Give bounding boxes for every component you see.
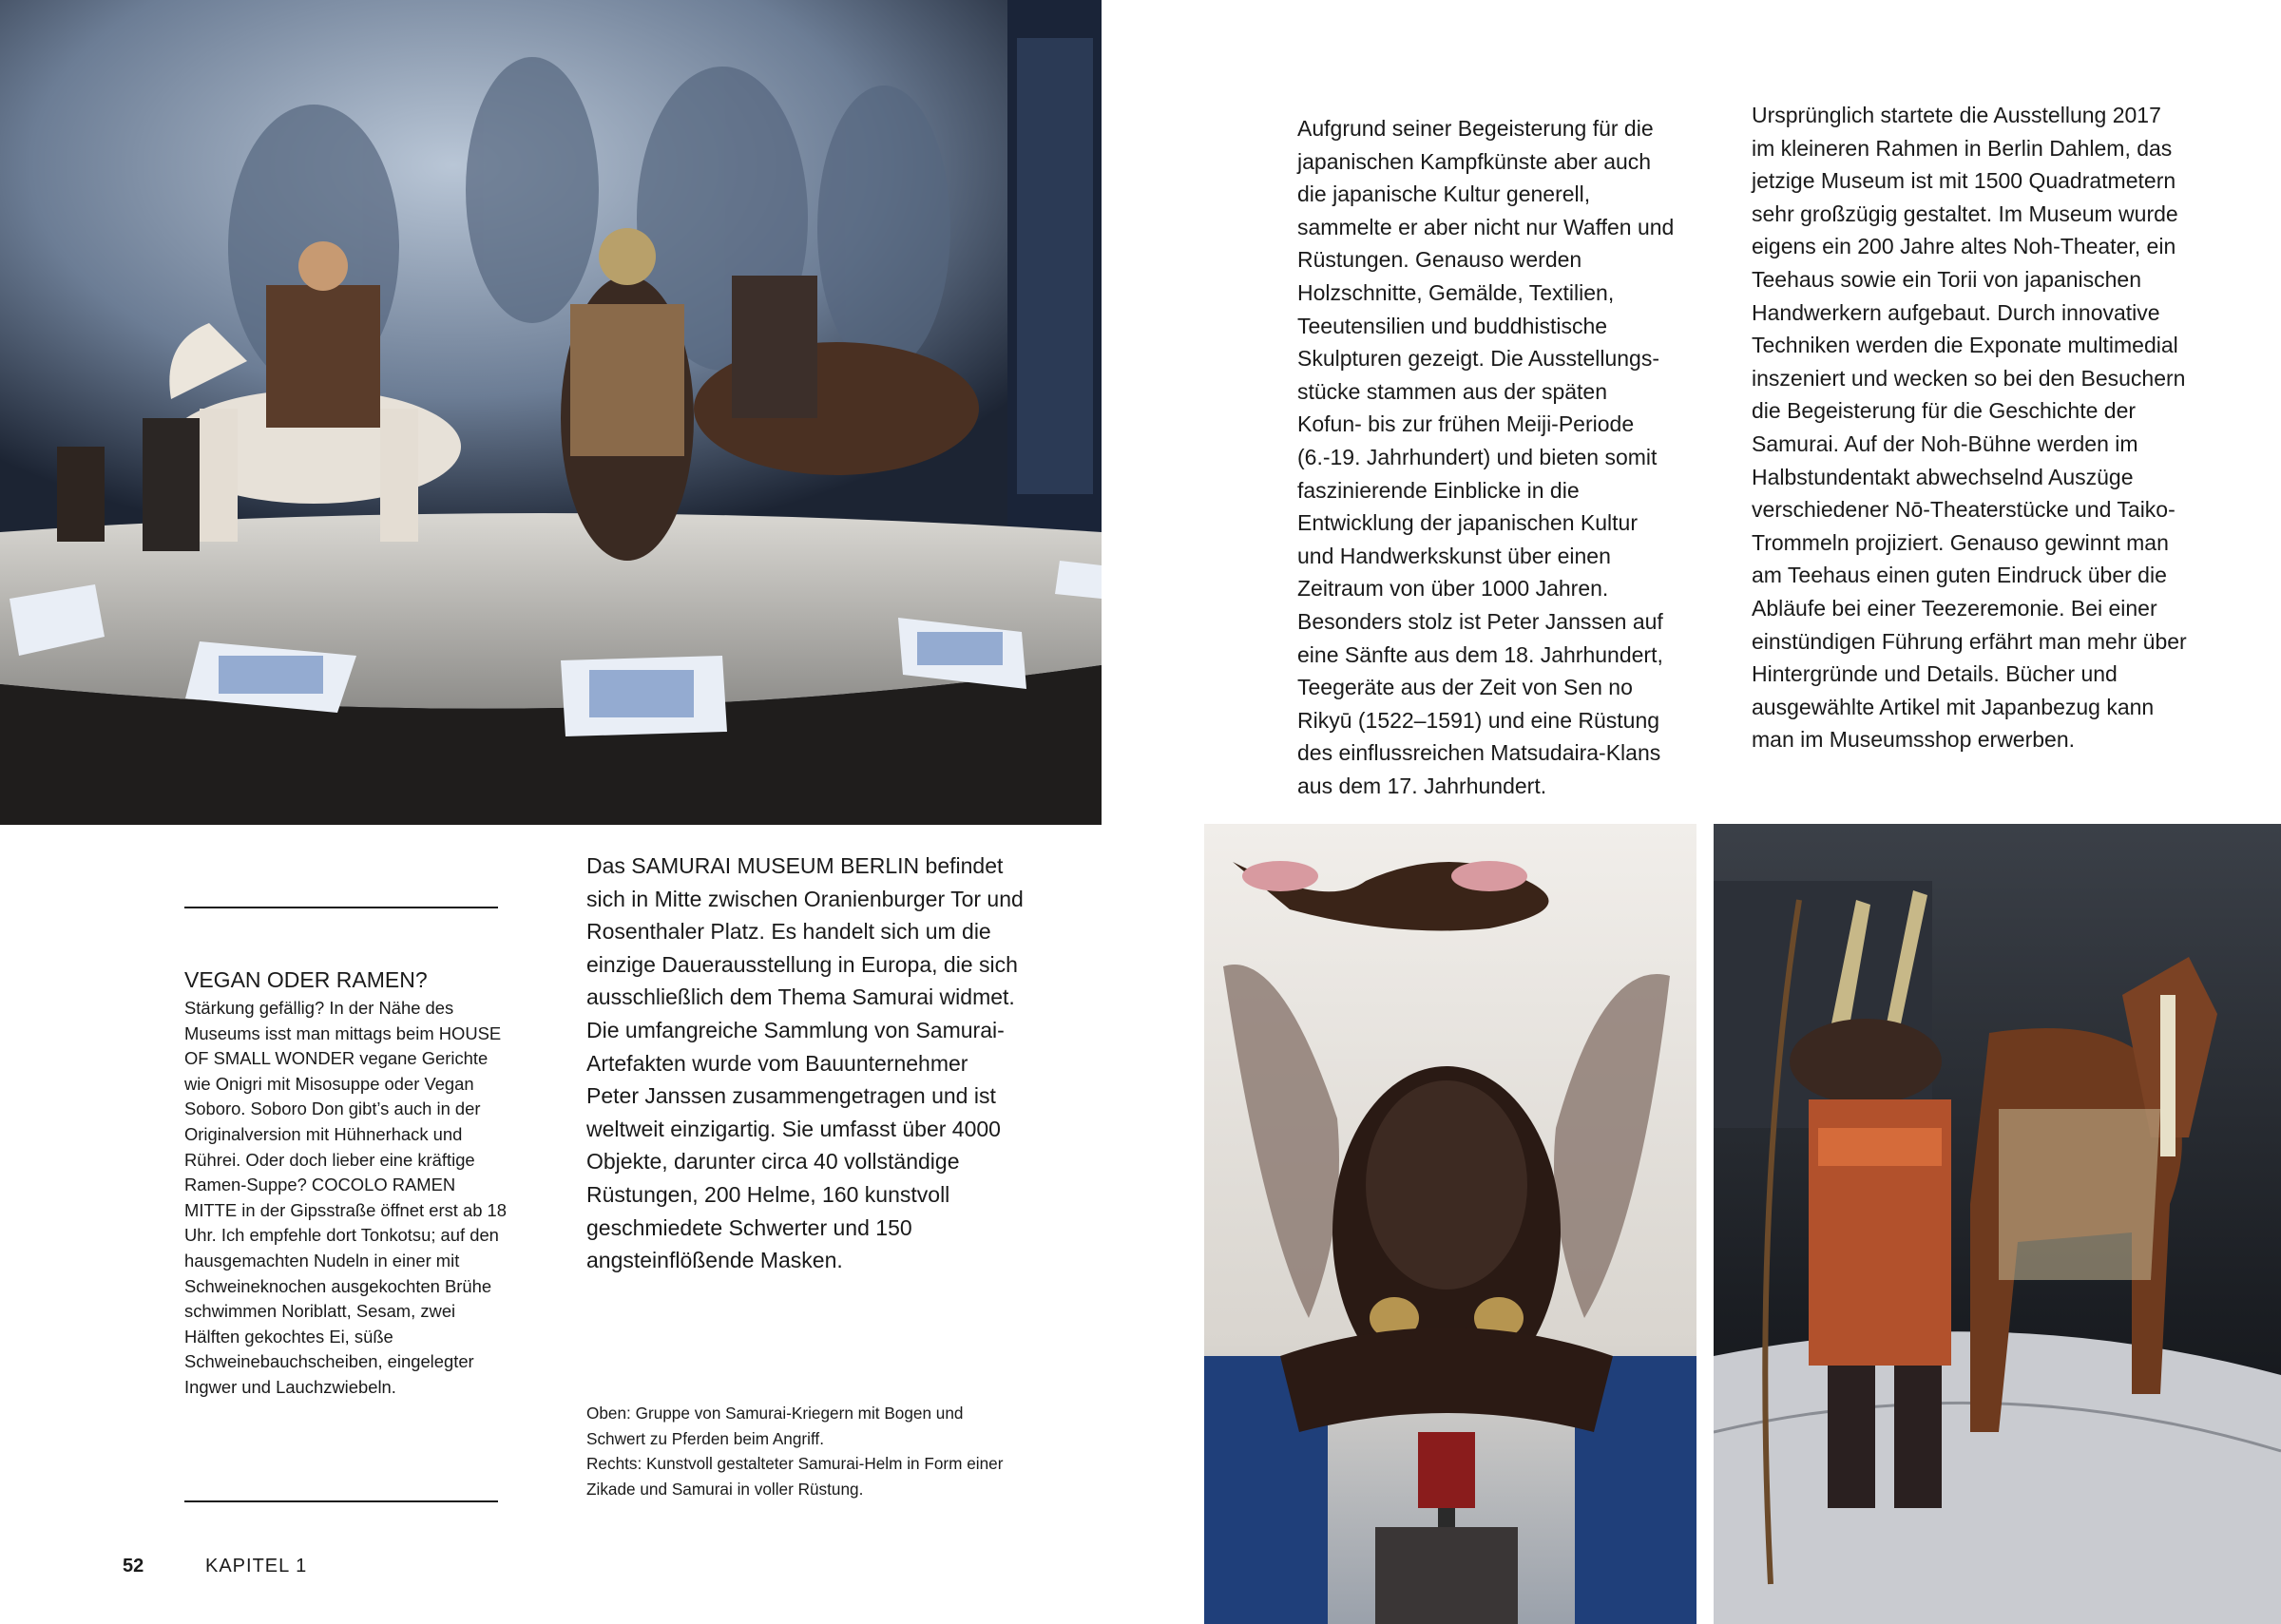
sidebar-box	[184, 965, 508, 1401]
chapter-label: KAPITEL 1	[205, 1556, 308, 1576]
caption-line-right: Rechts: Kunstvoll gestalteter Samurai-Helm in Form einer Zikade und Samurai in voller Rüstung.	[586, 1454, 1004, 1499]
sidebar-title: VEGAN ODER RAMEN?	[184, 967, 428, 992]
sidebar-top-rule	[184, 907, 498, 908]
photo-samurai-horse	[1714, 824, 2281, 1624]
photo-samurai-riders	[0, 0, 1102, 825]
body-text-column-main: Das SAMURAI MUSEUM BERLIN befindet sich in Mitte zwischen Oranienburger Tor und Rosenthaler Platz. Es handelt sich um die einzige Dauerausstellung in Europa, die sich ausschließlich dem Thema Samurai widmet. Die umfangreiche Sammlung von Samurai-Artefakten wurde vom Bauunternehmer Peter Janssen zusammengetragen und ist weltweit einzigartig. Sie umfasst über 4000 Objekte, darunter circa 40 vollständige Rüstungen, 200 Helme, 160 kunstvoll geschmiedete Schwerter und 150 angsteinflößende Masken.	[586, 853, 1024, 1273]
sidebar-body: Stärkung gefällig? In der Nähe des Museums isst man mittags beim HOUSE OF SMALL WONDER vegane Gerichte wie Onigri mit Misosuppe oder Vegan Soboro. Soboro Don gibt’s auch in der Originalversion mit Hühnerhack und Rührei. Oder doch lieber eine kräftige Ramen-Suppe? COCOLO RAMEN MITTE in der Gipsstraße öffnet erst ab 18 Uhr. Ich empfehle dort Tonkotsu; auf den hausgemachten Nudeln in einer mit Schweineknochen ausgekochten Brühe schwimmen Noriblatt, Sesam, zwei Hälften gekochtes Ei, süße Schweinebauchscheiben, eingelegter Ingwer und Lauchzwiebeln.	[184, 998, 508, 1397]
page-number: 52	[123, 1556, 144, 1576]
photo-caption	[586, 1401, 1024, 1501]
photo-cicada-helmet	[1204, 824, 1696, 1624]
sidebar-bottom-rule	[184, 1500, 498, 1502]
body-text-column-right-1: Aufgrund seiner Begeisterung für die japanischen Kampfkünste aber auch die japanische Kultur generell, sammelte er aber nicht nur Waffen und Rüstungen. Genauso werden Holzschnitte, Gemälde, Textilien, Teeutensilien und buddhistische Skulpturen gezeigt. Die Ausstellungsstücke stammen aus der späten Kofun- bis zur frühen Meiji-Periode (6.-19. Jahrhundert) und bieten somit faszinierende Einblicke in die Entwicklung der japanischen Kultur und Handwerkskunst über einen Zeitraum von über 1000 Jahren. Besonders stolz ist Peter Janssen auf eine Sänfte aus dem 18. Jahrhundert, Teegeräte aus der Zeit von Sen no Rikyū (1522–1591) und eine Rüstung des einflussreichen Matsudaira-Klans aus dem 17. Jahrhundert.	[1297, 116, 1675, 798]
body-text-column-right-2: Ursprünglich startete die Ausstellung 2017 im kleineren Rahmen in Berlin Dahlem, das jetzige Museum ist mit 1500 Quadratmetern sehr großzügig gestaltet. Im Museum wurde eigens ein 200 Jahre altes Noh-Theater, ein Teehaus sowie ein Torii von japanischen Handwerkern aufgebaut. Durch innovative Techniken werden die Exponate multimedial inszeniert und wecken so bei den Besuchern die Begeisterung für die Geschichte der Samurai. Auf der Noh-Bühne werden im Halbstundentakt abwechselnd Auszüge verschiedener Nō-Theaterstücke und Taiko-Trommeln projiziert. Genauso gewinnt man am Teehaus einen guten Eindruck über die Abläufe bei einer Teezeremonie. Bei einer einstündigen Führung erfährt man mehr über Hintergründe und Details. Bücher und ausgewählte Artikel mit Japanbezug kann man im Museumsshop erwerben.	[1752, 103, 2187, 753]
caption-line-top: Oben: Gruppe von Samurai-Kriegern mit Bogen und Schwert zu Pferden beim Angriff.	[586, 1404, 964, 1448]
